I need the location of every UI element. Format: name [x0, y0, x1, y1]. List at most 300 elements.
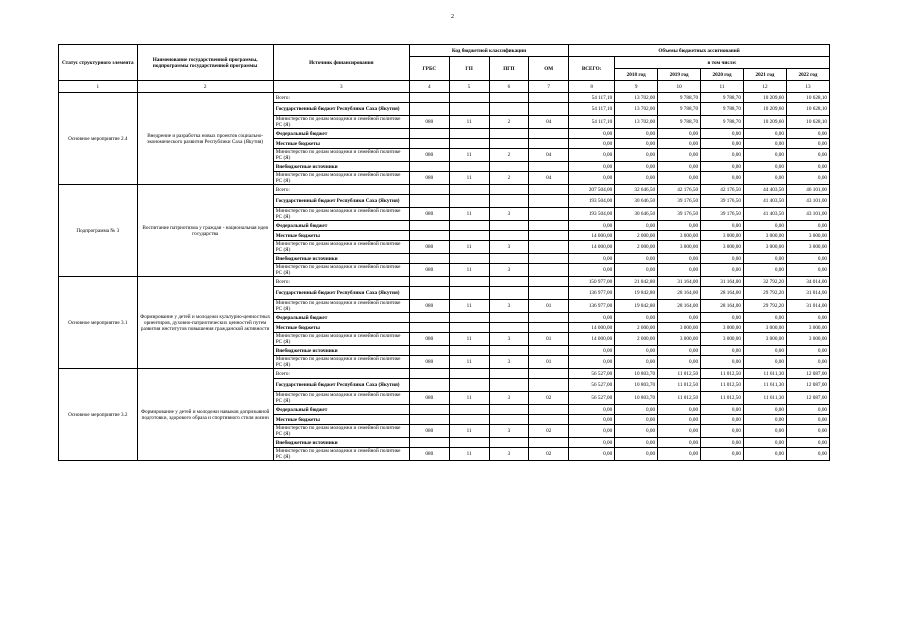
year-value-cell: 0,00: [786, 129, 829, 139]
year-value-cell: 3 000,00: [743, 323, 786, 333]
year-value-cell: 11 012,50: [658, 379, 701, 392]
budget-code-cell: 080: [409, 392, 449, 405]
year-value-cell: 0,00: [658, 346, 701, 356]
column-number: 13: [786, 81, 829, 93]
element-status: Основное мероприятие 3.1: [59, 277, 138, 369]
total-value-cell: 0,00: [569, 162, 615, 172]
year-value-cell: 0,00: [786, 448, 829, 461]
year-value-cell: 0,00: [786, 264, 829, 277]
budget-code-cell: 11: [449, 241, 489, 254]
year-value-cell: 28 164,00: [658, 287, 701, 300]
year-value-cell: 0,00: [786, 346, 829, 356]
element-status: Основное мероприятие 3.2: [59, 369, 138, 461]
year-value-cell: 3 000,00: [743, 241, 786, 254]
funding-source: Федеральный бюджет: [273, 129, 409, 139]
funding-source: Министерство по делам молодежи и семейной политике РС (Я): [273, 356, 409, 369]
year-value-cell: 0,00: [701, 172, 744, 185]
funding-source: Всего:: [273, 93, 409, 103]
year-value-cell: 0,00: [743, 254, 786, 264]
budget-code-cell: [529, 241, 569, 254]
year-value-cell: 0,00: [786, 254, 829, 264]
total-value-cell: 0,00: [569, 129, 615, 139]
year-value-cell: 32 792,20: [743, 277, 786, 287]
budget-code-cell: [529, 139, 569, 149]
year-value-cell: 0,00: [701, 221, 744, 231]
year-value-cell: 28 164,00: [701, 287, 744, 300]
budget-code-cell: [409, 129, 449, 139]
column-number: 3: [273, 81, 409, 93]
budget-code-cell: [449, 287, 489, 300]
budget-code-cell: [529, 277, 569, 287]
year-value-cell: 3 000,00: [658, 241, 701, 254]
total-value-cell: 150 977,00: [569, 277, 615, 287]
total-value-cell: 0,00: [569, 221, 615, 231]
total-value-cell: 0,00: [569, 149, 615, 162]
year-value-cell: 13 702,00: [615, 116, 658, 129]
table-row: [59, 93, 830, 103]
budget-code-cell: [489, 405, 529, 415]
budget-code-cell: [529, 162, 569, 172]
budget-code-cell: [529, 254, 569, 264]
year-value-cell: 0,00: [743, 139, 786, 149]
column-numbers-row: [59, 81, 830, 93]
budget-code-cell: [489, 195, 529, 208]
year-value-cell: 3 000,00: [786, 333, 829, 346]
budget-code-cell: [449, 323, 489, 333]
header-gp: ГП: [449, 57, 489, 81]
year-value-cell: 0,00: [701, 313, 744, 323]
total-value-cell: 0,00: [569, 139, 615, 149]
header-total: ВСЕГО:: [569, 57, 615, 81]
year-value-cell: 0,00: [615, 425, 658, 438]
year-value-cell: 0,00: [615, 149, 658, 162]
funding-source: Федеральный бюджет: [273, 313, 409, 323]
year-value-cell: 9 788,70: [701, 93, 744, 103]
year-value-cell: 41 403,50: [743, 208, 786, 221]
budget-code-cell: [449, 103, 489, 116]
funding-source: Всего:: [273, 369, 409, 379]
budget-code-cell: 04: [529, 149, 569, 162]
total-value-cell: 207 504,00: [569, 185, 615, 195]
budget-code-cell: [489, 415, 529, 425]
year-value-cell: 0,00: [743, 172, 786, 185]
table-header: [59, 45, 830, 93]
year-value-cell: 21 842,80: [615, 277, 658, 287]
total-value-cell: 0,00: [569, 438, 615, 448]
year-value-cell: 0,00: [743, 149, 786, 162]
year-value-cell: 0,00: [615, 172, 658, 185]
budget-code-cell: [449, 346, 489, 356]
year-value-cell: 10 209,60: [743, 103, 786, 116]
budget-code-cell: 080: [409, 425, 449, 438]
budget-code-cell: [529, 438, 569, 448]
funding-source: Министерство по делам молодежи и семейной политике РС (Я): [273, 264, 409, 277]
budget-code-cell: [449, 129, 489, 139]
budget-code-cell: [449, 379, 489, 392]
budget-code-cell: [489, 93, 529, 103]
year-value-cell: 0,00: [615, 438, 658, 448]
budget-code-cell: 3: [489, 356, 529, 369]
budget-code-cell: [529, 415, 569, 425]
budget-code-cell: [449, 139, 489, 149]
budget-code-cell: 080: [409, 448, 449, 461]
year-value-cell: 0,00: [786, 172, 829, 185]
year-value-cell: 0,00: [658, 264, 701, 277]
budget-code-cell: [529, 323, 569, 333]
year-value-cell: 0,00: [743, 162, 786, 172]
budget-code-cell: [489, 162, 529, 172]
budget-code-cell: 02: [529, 448, 569, 461]
year-value-cell: 9 788,70: [658, 93, 701, 103]
header-status: Статус структурного элемента: [59, 45, 138, 81]
year-value-cell: 0,00: [615, 356, 658, 369]
total-value-cell: 136 977,00: [569, 287, 615, 300]
year-value-cell: 3 000,00: [658, 323, 701, 333]
funding-source: Внебюджетные источники: [273, 254, 409, 264]
year-value-cell: 0,00: [701, 162, 744, 172]
year-value-cell: 11 012,50: [701, 369, 744, 379]
budget-code-cell: [409, 139, 449, 149]
year-value-cell: 34 014,00: [786, 277, 829, 287]
budget-code-cell: [409, 323, 449, 333]
program-name: Формирование у детей и молодежи навыков допризывной подготовки, здорового образа и спортивного стиля жизни: [137, 369, 273, 461]
budget-code-cell: 080: [409, 300, 449, 313]
year-value-cell: 43 101,00: [786, 195, 829, 208]
funding-source: Всего:: [273, 277, 409, 287]
budget-code-cell: 01: [529, 300, 569, 313]
year-value-cell: 41 403,50: [743, 195, 786, 208]
year-value-cell: 0,00: [658, 415, 701, 425]
budget-code-cell: 080: [409, 241, 449, 254]
year-value-cell: 28 164,00: [658, 300, 701, 313]
year-value-cell: 31 164,00: [701, 277, 744, 287]
budget-code-cell: [409, 185, 449, 195]
budget-code-cell: [489, 254, 529, 264]
funding-source: Государственный бюджет Республики Саха (Якутия): [273, 379, 409, 392]
year-value-cell: 2 000,00: [615, 231, 658, 241]
header-year: 2020 год: [701, 69, 744, 81]
funding-source: Министерство по делам молодежи и семейной политике РС (Я): [273, 172, 409, 185]
total-value-cell: 0,00: [569, 356, 615, 369]
year-value-cell: 0,00: [786, 438, 829, 448]
budget-code-cell: 080: [409, 149, 449, 162]
year-value-cell: 0,00: [615, 139, 658, 149]
year-value-cell: 30 646,50: [615, 208, 658, 221]
year-value-cell: 0,00: [701, 425, 744, 438]
year-value-cell: 2 000,00: [615, 241, 658, 254]
budget-code-cell: 11: [449, 448, 489, 461]
table-body: [59, 93, 830, 461]
year-value-cell: 3 000,00: [786, 241, 829, 254]
total-value-cell: 56 527,00: [569, 392, 615, 405]
budget-code-cell: [409, 103, 449, 116]
year-value-cell: 0,00: [658, 356, 701, 369]
column-number: 10: [658, 81, 701, 93]
budget-code-cell: [529, 379, 569, 392]
year-value-cell: 3 000,00: [701, 323, 744, 333]
budget-code-cell: [449, 369, 489, 379]
header-including: в том числе:: [615, 57, 830, 69]
funding-source: Федеральный бюджет: [273, 405, 409, 415]
year-value-cell: 11 012,50: [701, 392, 744, 405]
funding-source: Министерство по делам молодежи и семейной политике РС (Я): [273, 448, 409, 461]
funding-source: Всего:: [273, 185, 409, 195]
budget-code-cell: 11: [449, 356, 489, 369]
element-status: Подпрограмма № 3: [59, 185, 138, 277]
budget-code-cell: 3: [489, 264, 529, 277]
program-name: Воспитание патриотизма у граждан - национальная идея государства: [137, 185, 273, 277]
budget-code-cell: 11: [449, 300, 489, 313]
budget-code-cell: 3: [489, 333, 529, 346]
year-value-cell: 10 209,60: [743, 116, 786, 129]
year-value-cell: 0,00: [658, 438, 701, 448]
budget-code-cell: [449, 405, 489, 415]
year-value-cell: 0,00: [743, 425, 786, 438]
funding-source: Государственный бюджет Республики Саха (Якутия): [273, 103, 409, 116]
year-value-cell: 3 000,00: [658, 333, 701, 346]
program-name: Формирование у детей и молодежи культурно-ценностных ориентиров, духовно-патриотических ценностей путем развития институтов повышения гражданской активности: [137, 277, 273, 369]
element-status: Основное мероприятие 2.4: [59, 93, 138, 185]
budget-code-cell: [489, 221, 529, 231]
budget-code-cell: [449, 185, 489, 195]
year-value-cell: 0,00: [786, 356, 829, 369]
total-value-cell: 0,00: [569, 254, 615, 264]
total-value-cell: 193 504,00: [569, 208, 615, 221]
funding-source: Государственный бюджет Республики Саха (Якутия): [273, 195, 409, 208]
budget-code-cell: [529, 287, 569, 300]
column-number: 4: [409, 81, 449, 93]
budget-code-cell: [409, 415, 449, 425]
budget-code-cell: 3: [489, 241, 529, 254]
budget-code-cell: 080: [409, 172, 449, 185]
year-value-cell: 0,00: [743, 264, 786, 277]
year-value-cell: 31 164,00: [658, 277, 701, 287]
budget-code-cell: [529, 346, 569, 356]
funding-source: Министерство по делам молодежи и семейной политике РС (Я): [273, 241, 409, 254]
year-value-cell: 13 702,00: [615, 103, 658, 116]
year-value-cell: 28 164,00: [701, 300, 744, 313]
year-value-cell: 0,00: [658, 149, 701, 162]
budget-code-cell: 11: [449, 172, 489, 185]
funding-source: Федеральный бюджет: [273, 221, 409, 231]
year-value-cell: 42 176,50: [701, 185, 744, 195]
year-value-cell: 0,00: [658, 162, 701, 172]
year-value-cell: 0,00: [743, 448, 786, 461]
budget-code-cell: [409, 231, 449, 241]
budget-code-cell: [529, 93, 569, 103]
total-value-cell: 0,00: [569, 313, 615, 323]
total-value-cell: 0,00: [569, 264, 615, 277]
budget-code-cell: 11: [449, 149, 489, 162]
budget-code-cell: 080: [409, 356, 449, 369]
budget-code-cell: [409, 221, 449, 231]
budget-code-cell: 3: [489, 208, 529, 221]
budget-code-cell: [409, 195, 449, 208]
column-number: 5: [449, 81, 489, 93]
budget-code-cell: [409, 405, 449, 415]
budget-code-cell: 11: [449, 392, 489, 405]
column-number: 7: [529, 81, 569, 93]
budget-code-cell: [489, 369, 529, 379]
year-value-cell: 0,00: [743, 415, 786, 425]
budget-code-cell: 11: [449, 208, 489, 221]
year-value-cell: 11 611,30: [743, 369, 786, 379]
funding-source: Местные бюджеты: [273, 323, 409, 333]
total-value-cell: 54 117,10: [569, 93, 615, 103]
year-value-cell: 0,00: [743, 221, 786, 231]
funding-source: Местные бюджеты: [273, 139, 409, 149]
funding-source: Министерство по делам молодежи и семейной политике РС (Я): [273, 425, 409, 438]
program-name: Внедрение и разработка новых проектов социально-экономического развития Республики Саха (Якутия): [137, 93, 273, 185]
budget-code-cell: 2: [489, 116, 529, 129]
year-value-cell: 0,00: [615, 313, 658, 323]
funding-source: Внебюджетные источники: [273, 438, 409, 448]
year-value-cell: 0,00: [658, 139, 701, 149]
column-number: 9: [615, 81, 658, 93]
header-year: 2022 год: [786, 69, 829, 81]
budget-code-cell: [449, 438, 489, 448]
year-value-cell: 0,00: [615, 221, 658, 231]
year-value-cell: 0,00: [615, 405, 658, 415]
budget-code-cell: [529, 103, 569, 116]
column-number: 1: [59, 81, 138, 93]
budget-code-cell: [409, 369, 449, 379]
year-value-cell: 2 000,00: [615, 333, 658, 346]
year-value-cell: 13 702,00: [615, 93, 658, 103]
budget-code-cell: [489, 323, 529, 333]
budget-code-cell: 11: [449, 116, 489, 129]
budget-code-cell: 080: [409, 116, 449, 129]
budget-code-cell: [409, 379, 449, 392]
funding-source: Министерство по делам молодежи и семейной политике РС (Я): [273, 333, 409, 346]
year-value-cell: 11 611,30: [743, 379, 786, 392]
budget-code-cell: [409, 93, 449, 103]
header-volumes: Объемы бюджетных ассигнований: [569, 45, 830, 57]
column-number: 8: [569, 81, 615, 93]
year-value-cell: 0,00: [786, 425, 829, 438]
year-value-cell: 39 176,50: [701, 208, 744, 221]
budget-code-cell: 3: [489, 392, 529, 405]
year-value-cell: 9 788,70: [658, 116, 701, 129]
year-value-cell: 0,00: [786, 405, 829, 415]
budget-code-cell: [489, 139, 529, 149]
year-value-cell: 3 000,00: [786, 323, 829, 333]
budget-code-cell: [489, 129, 529, 139]
year-value-cell: 0,00: [615, 162, 658, 172]
budget-code-cell: [529, 208, 569, 221]
year-value-cell: 0,00: [701, 415, 744, 425]
year-value-cell: 11 012,50: [701, 379, 744, 392]
year-value-cell: 10 803,70: [615, 379, 658, 392]
budget-code-cell: 11: [449, 333, 489, 346]
table-row: [59, 369, 830, 379]
year-value-cell: 0,00: [743, 346, 786, 356]
year-value-cell: 39 176,50: [701, 195, 744, 208]
table-row: [59, 277, 830, 287]
year-value-cell: 0,00: [658, 405, 701, 415]
year-value-cell: 0,00: [701, 346, 744, 356]
total-value-cell: 0,00: [569, 346, 615, 356]
budget-code-cell: [409, 287, 449, 300]
year-value-cell: 10 803,70: [615, 369, 658, 379]
year-value-cell: 44 403,50: [743, 185, 786, 195]
budget-code-cell: [449, 313, 489, 323]
budget-code-cell: 02: [529, 425, 569, 438]
header-grbs: ГРБС: [409, 57, 449, 81]
year-value-cell: 31 014,00: [786, 287, 829, 300]
year-value-cell: 9 788,70: [658, 103, 701, 116]
year-value-cell: 0,00: [701, 405, 744, 415]
total-value-cell: 14 000,00: [569, 323, 615, 333]
year-value-cell: 0,00: [743, 438, 786, 448]
year-value-cell: 29 792,20: [743, 287, 786, 300]
year-value-cell: 0,00: [658, 313, 701, 323]
column-number: 2: [137, 81, 273, 93]
budget-code-cell: 080: [409, 333, 449, 346]
budget-code-cell: 11: [449, 425, 489, 438]
total-value-cell: 0,00: [569, 172, 615, 185]
year-value-cell: 42 176,50: [658, 185, 701, 195]
year-value-cell: 0,00: [701, 139, 744, 149]
year-value-cell: 0,00: [658, 221, 701, 231]
year-value-cell: 29 792,20: [743, 300, 786, 313]
year-value-cell: 11 012,50: [658, 369, 701, 379]
total-value-cell: 54 117,10: [569, 103, 615, 116]
column-number: 6: [489, 81, 529, 93]
funding-source: Внебюджетные источники: [273, 346, 409, 356]
total-value-cell: 14 000,00: [569, 231, 615, 241]
year-value-cell: 0,00: [615, 129, 658, 139]
budget-code-cell: [529, 221, 569, 231]
budget-code-cell: 3: [489, 425, 529, 438]
funding-source: Местные бюджеты: [273, 415, 409, 425]
budget-code-cell: 2: [489, 149, 529, 162]
year-value-cell: 0,00: [701, 264, 744, 277]
year-value-cell: 0,00: [743, 405, 786, 415]
year-value-cell: 19 842,80: [615, 300, 658, 313]
year-value-cell: 10 803,70: [615, 392, 658, 405]
budget-code-cell: [529, 313, 569, 323]
budget-code-cell: [409, 277, 449, 287]
year-value-cell: 9 788,70: [701, 116, 744, 129]
budget-code-cell: [529, 185, 569, 195]
year-value-cell: 0,00: [658, 254, 701, 264]
budget-code-cell: [449, 221, 489, 231]
year-value-cell: 3 000,00: [786, 231, 829, 241]
total-value-cell: 0,00: [569, 415, 615, 425]
header-code-group: Код бюджетной классификации: [409, 45, 568, 57]
year-value-cell: 19 842,80: [615, 287, 658, 300]
funding-source: Министерство по делам молодежи и семейной политике РС (Я): [273, 208, 409, 221]
budget-code-cell: [529, 405, 569, 415]
table-row: [59, 185, 830, 195]
budget-code-cell: [529, 129, 569, 139]
funding-source: Местные бюджеты: [273, 231, 409, 241]
budget-code-cell: [489, 103, 529, 116]
total-value-cell: 193 504,00: [569, 195, 615, 208]
year-value-cell: 30 646,50: [615, 195, 658, 208]
budget-code-cell: 04: [529, 172, 569, 185]
header-year: 2021 год: [743, 69, 786, 81]
year-value-cell: 12 087,00: [786, 392, 829, 405]
budget-code-cell: [489, 379, 529, 392]
year-value-cell: 3 000,00: [701, 333, 744, 346]
year-value-cell: 0,00: [786, 415, 829, 425]
year-value-cell: 0,00: [786, 162, 829, 172]
year-value-cell: 32 646,50: [615, 185, 658, 195]
year-value-cell: 11 012,50: [658, 392, 701, 405]
budget-code-cell: 04: [529, 116, 569, 129]
